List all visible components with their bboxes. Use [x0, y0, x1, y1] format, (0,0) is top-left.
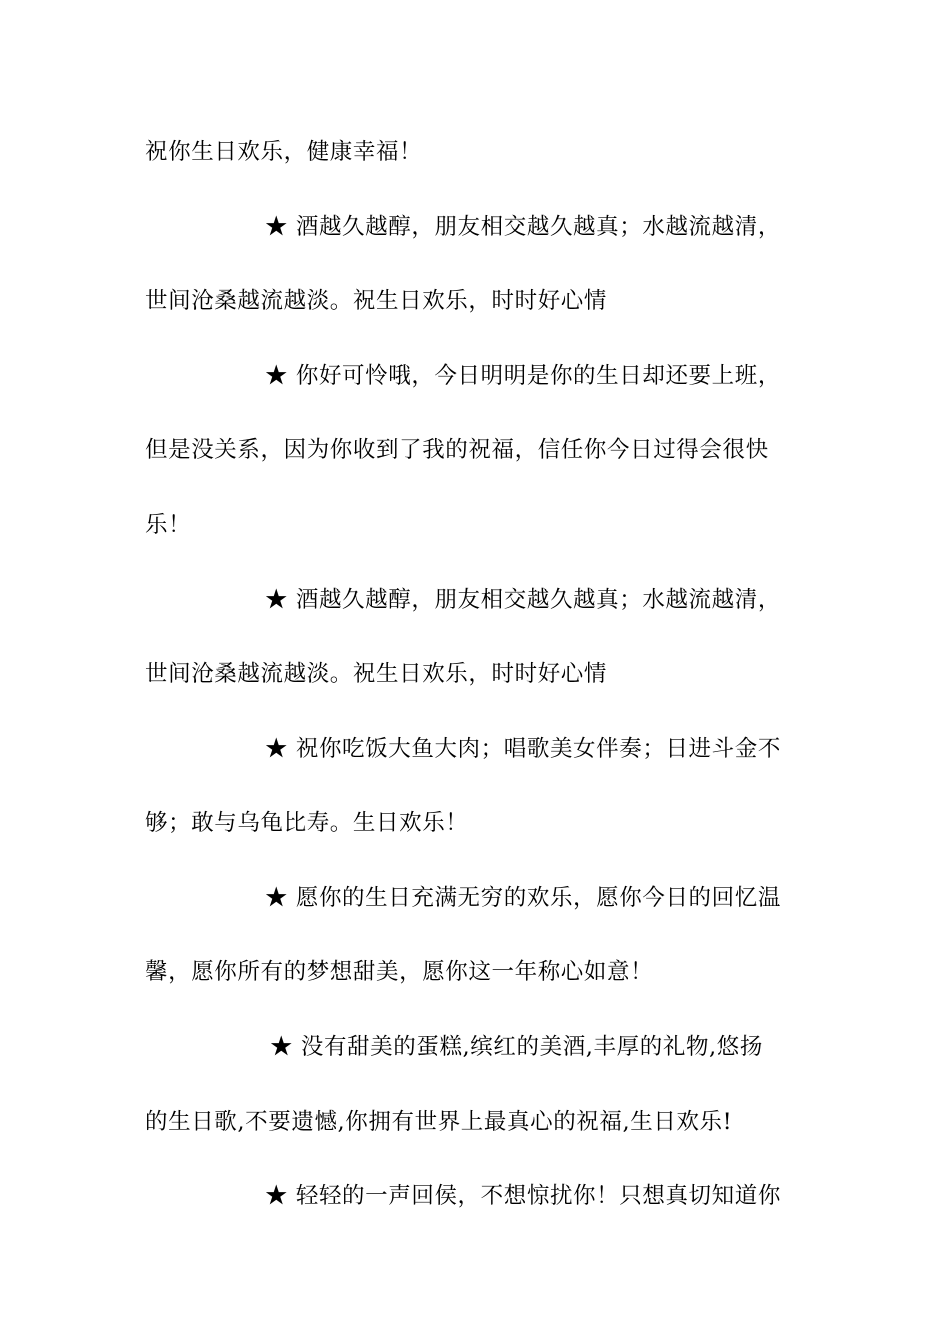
- text-line: 馨，愿你所有的梦想甜美，愿你这一年称心如意！: [145, 959, 654, 985]
- text-line: 乐！: [145, 512, 192, 538]
- text-line: 但是没关系，因为你收到了我的祝福，信任你今日过得会很快: [145, 437, 769, 463]
- text-line: 世间沧桑越流越淡。祝生日欢乐，时时好心情: [145, 288, 608, 314]
- text-line: ★ 你好可怜哦，今日明明是你的生日却还要上班，: [265, 363, 781, 389]
- text-line: ★ 没有甜美的蛋糕,缤红的美酒,丰厚的礼物,悠扬: [270, 1034, 764, 1060]
- text-line: ★ 酒越久越醇，朋友相交越久越真；水越流越清，: [265, 587, 781, 613]
- text-line: 的生日歌,不要遗憾,你拥有世界上最真心的祝福,生日欢乐!: [145, 1109, 733, 1135]
- text-line: ★ 轻轻的一声回侯，不想惊扰你！只想真切知道你: [265, 1183, 781, 1209]
- text-line: 世间沧桑越流越淡。祝生日欢乐，时时好心情: [145, 661, 608, 687]
- text-line: 够；敢与乌龟比寿。生日欢乐！: [145, 810, 469, 836]
- text-line: ★ 酒越久越醇，朋友相交越久越真；水越流越清，: [265, 214, 781, 240]
- text-line: ★ 祝你吃饭大鱼大肉；唱歌美女伴奏；日进斗金不: [265, 736, 781, 762]
- text-line: ★ 愿你的生日充满无穷的欢乐，愿你今日的回忆温: [265, 885, 781, 911]
- text-line: 祝你生日欢乐，健康幸福！: [145, 139, 423, 165]
